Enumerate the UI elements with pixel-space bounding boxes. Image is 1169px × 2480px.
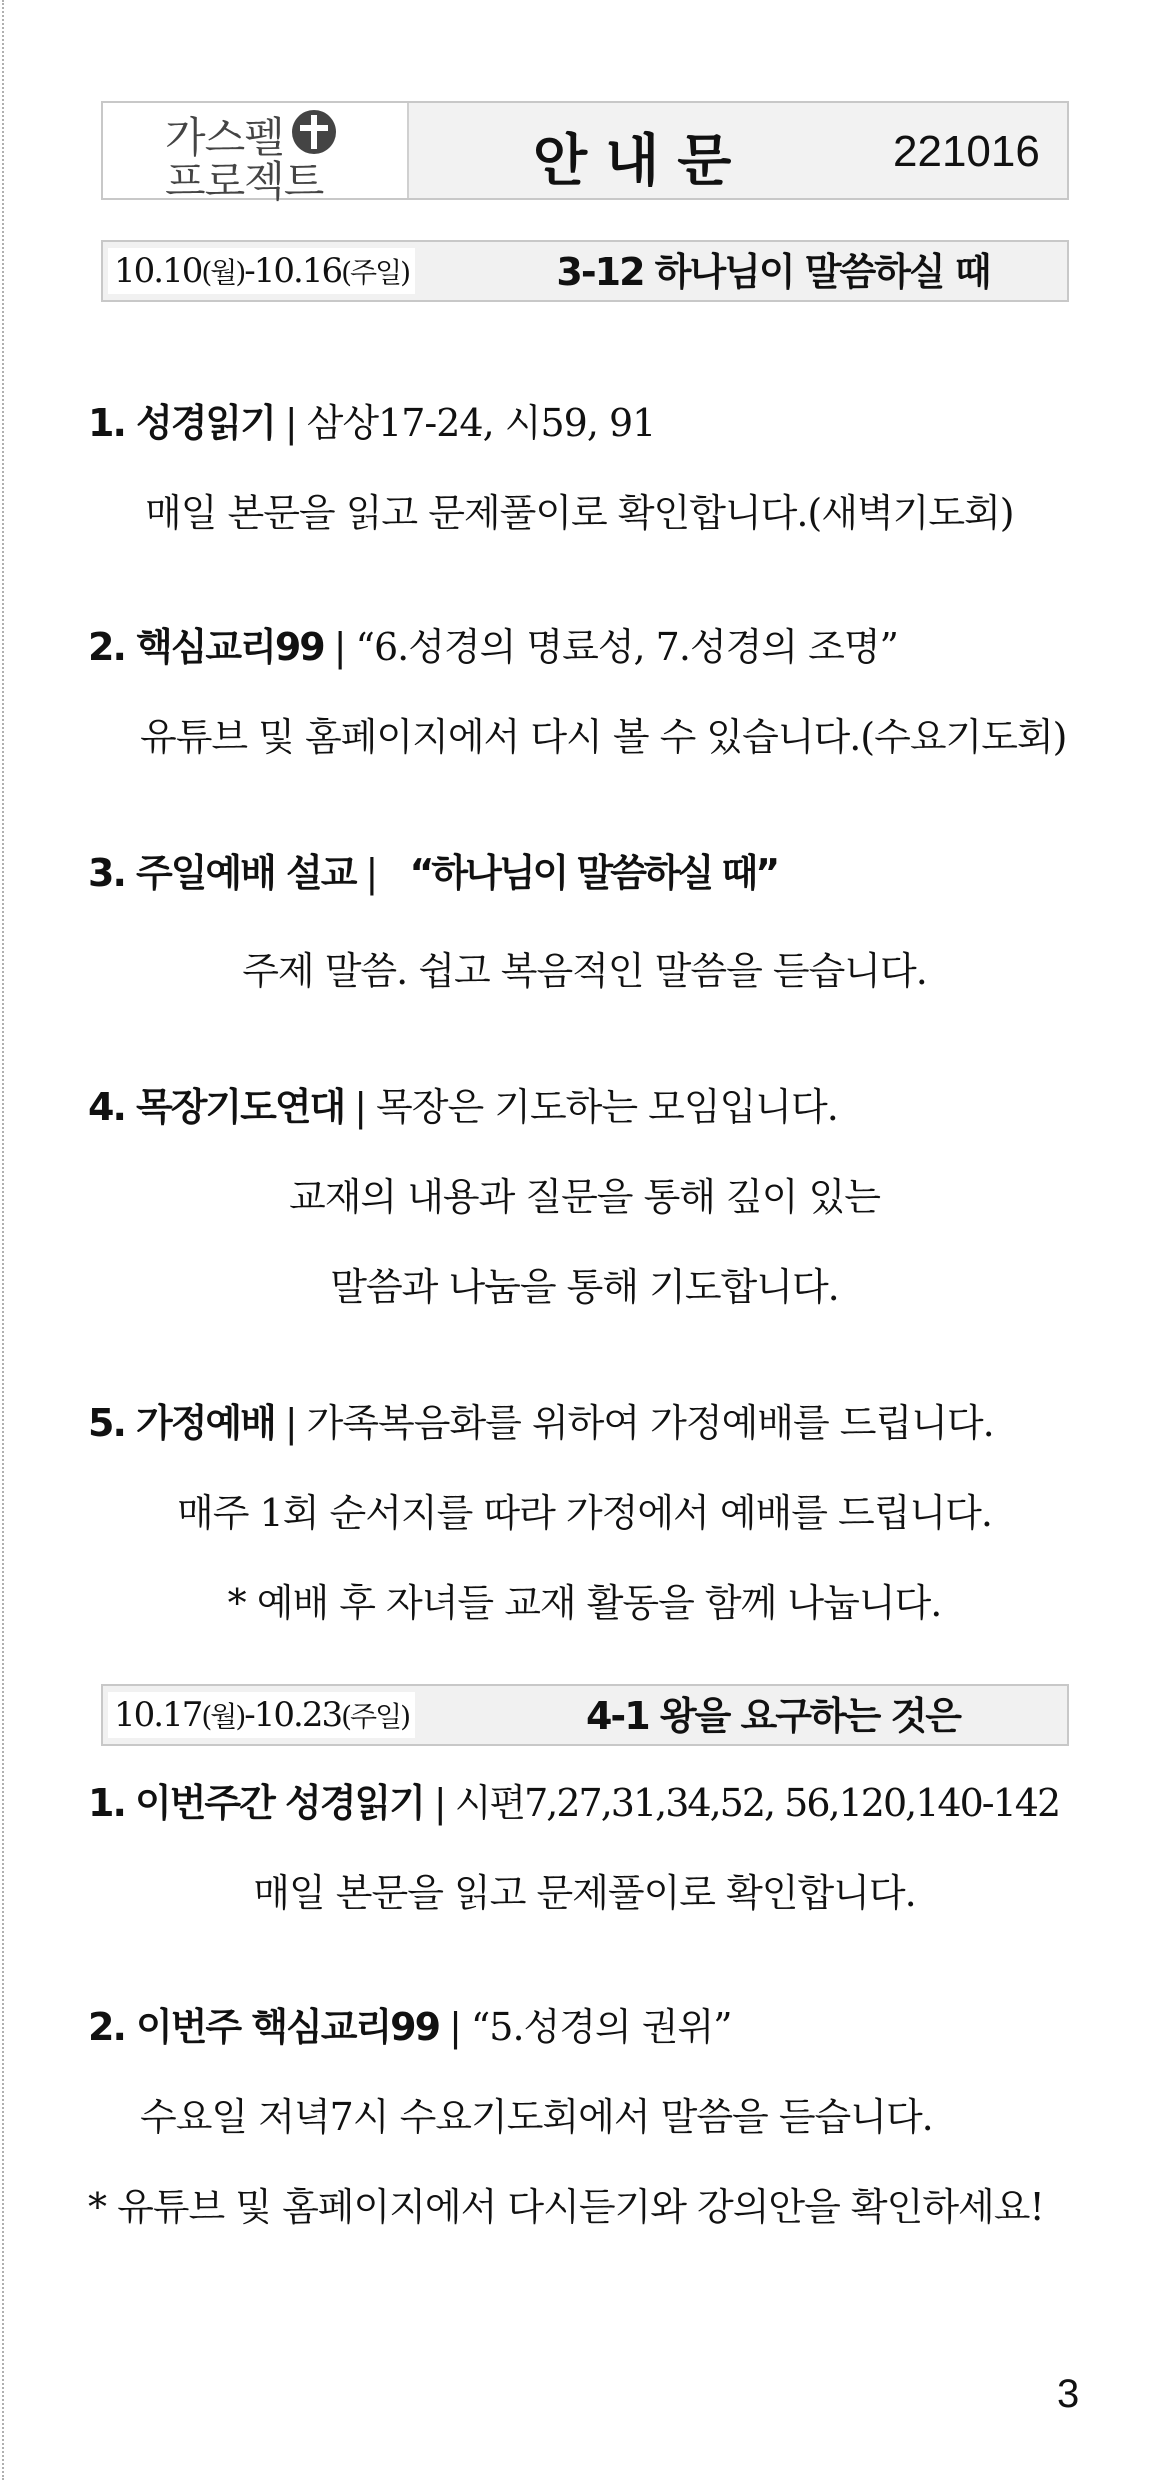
item-title: 성경읽기 (135, 401, 275, 445)
item-description: 매일 본문을 읽고 문제풀이로 확인합니다. (253, 1871, 916, 1915)
item-number: 1. (88, 1781, 125, 1825)
page-title: 안내문 (533, 129, 750, 194)
item-number: 5. (88, 1401, 125, 1445)
item-description: 매주 1회 순서지를 따라 가정에서 예배를 드립니다. (177, 1491, 992, 1535)
item-title: 핵심교리99 (135, 625, 324, 669)
item-description: 수요일 저녁7시 수요기도회에서 말씀을 듣습니다. (140, 2095, 933, 2139)
item-title: 주일예배 설교 (135, 851, 356, 895)
item-description: 교재의 내용과 질문을 통해 깊이 있는 (288, 1175, 881, 1219)
week-bar-2 (101, 1684, 1069, 1746)
item-title: 가정예배 (135, 1401, 275, 1445)
item-description: 말씀과 나눔을 통해 기도합니다. (330, 1265, 839, 1309)
date-end: 10.16 (253, 251, 342, 291)
separator: | (284, 401, 297, 445)
item-heading (88, 1398, 994, 1448)
day-end: (주일) (341, 1700, 410, 1733)
item-number: 2. (88, 625, 125, 669)
item-number: 2. (88, 2005, 125, 2049)
item-title: 이번주 핵심교리99 (135, 2005, 440, 2049)
date-start: 10.17 (114, 1695, 202, 1735)
item-description: 주제 말씀. 쉽고 복음적인 말씀을 듣습니다. (242, 949, 927, 993)
item-detail: 삼상17-24, 시59, 91 (306, 401, 656, 445)
item-number: 3. (88, 851, 125, 895)
item-detail: 시편7,27,31,34,52, 56,120,140-142 (454, 1781, 1060, 1825)
week-title: 4-1 왕을 요구하는 것은 (585, 1694, 960, 1738)
date-start: 10.10 (114, 251, 202, 291)
day-end: (주일) (341, 256, 410, 289)
item-heading (88, 1082, 838, 1132)
separator: | (333, 625, 346, 669)
issue-code: 221016 (893, 127, 1040, 176)
page-number: 3 (1057, 2372, 1080, 2416)
item-heading (88, 848, 777, 898)
separator: | (449, 2005, 461, 2049)
item-title: 목장기도연대 (135, 1085, 345, 1129)
item-detail: 가족복음화를 위하여 가정예배를 드립니다. (306, 1401, 994, 1445)
day-start: (월) (201, 256, 245, 289)
notice-header (101, 101, 1069, 206)
separator: | (354, 1085, 367, 1129)
item-heading (88, 1778, 1059, 1828)
item-detail: 목장은 기도하는 모임입니다. (376, 1085, 838, 1129)
separator: | (365, 851, 378, 895)
week-bar-1 (101, 240, 1069, 302)
item-detail: “5.성경의 권위” (470, 2005, 732, 2049)
day-start: (월) (201, 1700, 245, 1733)
gospel-project-logo (103, 103, 409, 206)
date-end: 10.23 (253, 1695, 342, 1735)
item-heading (88, 398, 655, 448)
item-number: 1. (88, 401, 125, 445)
item-heading (88, 2002, 732, 2052)
item-description: * 유튜브 및 홈페이지에서 다시듣기와 강의안을 확인하세요! (88, 2185, 1044, 2229)
item-detail: “6.성경의 명료성, 7.성경의 조명” (355, 625, 898, 669)
logo-text-line2: 프로젝트 (165, 157, 324, 206)
item-description: 매일 본문을 읽고 문제풀이로 확인합니다.(새벽기도회) (145, 491, 1014, 535)
date-dash: - (244, 251, 254, 291)
separator: | (433, 1781, 445, 1825)
item-heading (88, 622, 898, 672)
item-description: 유튜브 및 홈페이지에서 다시 볼 수 있습니다.(수요기도회) (140, 715, 1067, 759)
item-description: * 예배 후 자녀들 교재 활동을 함께 나눕니다. (227, 1581, 942, 1625)
item-number: 4. (88, 1085, 125, 1129)
week-title: 3-12 하나님이 말씀하실 때 (556, 250, 990, 294)
page-edge-dotted-line (2, 0, 4, 2480)
logo-text-line1: 가스펠 (165, 113, 284, 162)
week-dates (108, 1692, 415, 1738)
separator: | (284, 1401, 297, 1445)
date-dash: - (244, 1695, 254, 1735)
sermon-title: “하나님이 말씀하실 때” (409, 851, 778, 895)
item-title: 이번주간 성경읽기 (134, 1781, 424, 1825)
week-dates (108, 248, 415, 294)
